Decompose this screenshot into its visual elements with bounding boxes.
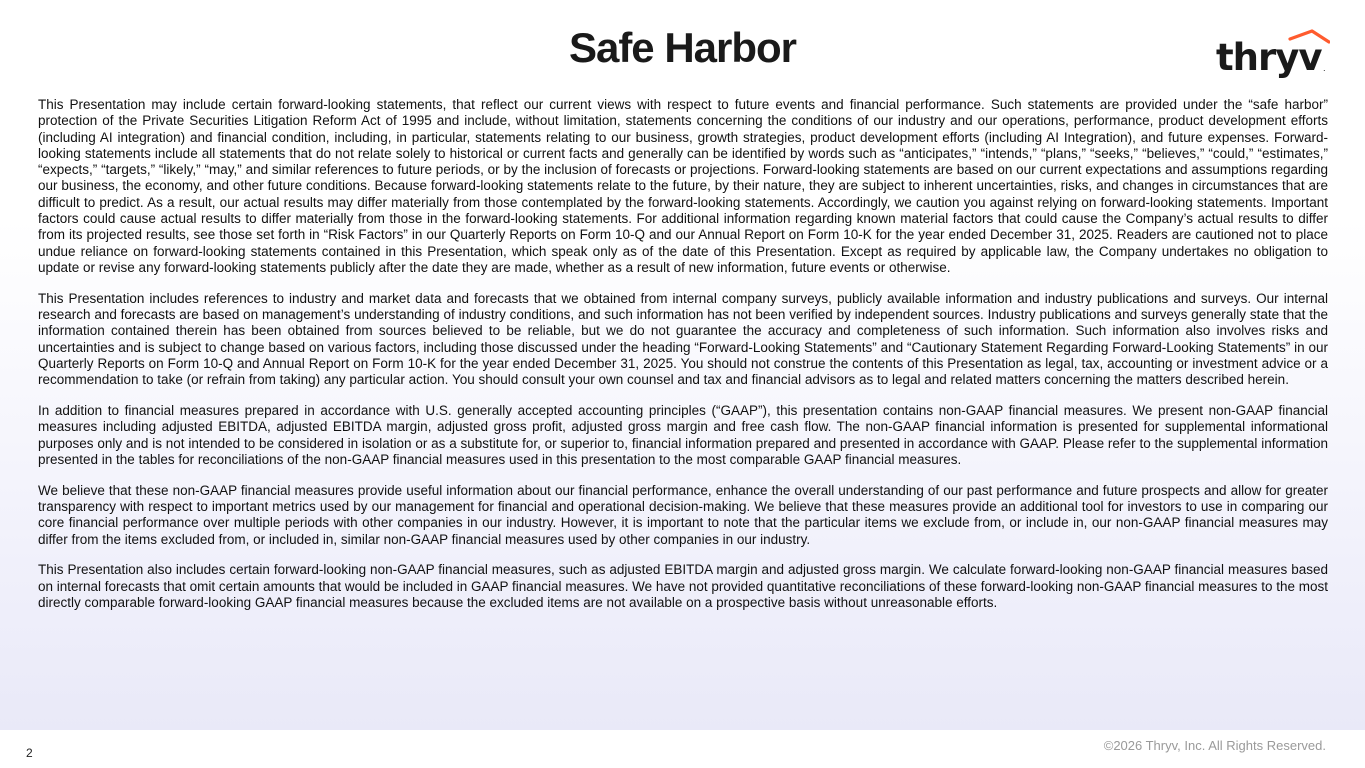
page-number: 2 <box>26 746 33 760</box>
paragraph-forward-looking: This Presentation may include certain forward-looking statements, that reflect our current views with respect to future events and financial performance. Such statements are provided under the “safe harbor” protection of the Private Securities Litigation Reform Act of 1995 and include, without limitation, statements concerning the conditions of our industry and our operations, performance, product development efforts (including AI integration) and financial condition, including, in particular, statements relating to our business, growth strategies, product development efforts (including AI Integration), and future expenses. Forward-looking statements include all statements that do not relate solely to historical or current facts and generally can be identified by words such as “anticipates,” “intends,” “plans,” “seeks,” “believes,” “could,” “estimates,” “expects,” “targets,” “likely,” “may,” and similar references to future periods, or by the inclusion of forecasts or projections. Forward-looking statements are based on our current expectations and assumptions regarding our business, the economy, and other future conditions. Because forward-looking statements relate to the future, by their nature, they are subject to inherent uncertainties, risks, and changes in circumstances that are difficult to predict. As a result, our actual results may differ materially from those contemplated by the forward-looking statements. Accordingly, we caution you against relying on forward-looking statements. Important factors could cause actual results to differ materially from those in the forward-looking statements. For additional information regarding known material factors that could cause the Company’s actual results to differ from its projected results, see those set forth in “Risk Factors” in our Quarterly Reports on Form 10-Q and our Annual Report on Form 10-K for the year ended December 31, 2025. Readers are cautioned not to place undue reliance on forward-looking statements contained in this Presentation, which speak only as of the date of this Presentation. Except as required by applicable law, the Company undertakes no obligation to update or revise any forward-looking statements publicly after the date they are made, whether as a result of new information, future events or otherwise. <box>38 97 1328 275</box>
paragraph-non-gaap-usefulness: We believe that these non-GAAP financial measures provide useful information about our financial performance, enhance the overall understanding of our past performance and future prospects and allow for greater transparency with respect to important metrics used by our management for financial and operational decision-making. We believe that these measures provide an additional tool for investors to use in comparing our core financial performance over multiple periods with other companies in our industry. However, it is important to note that the particular items we exclude from, or include in, our non-GAAP financial measures may differ from the items excluded from, or included in, similar non-GAAP financial measures used by other companies in our industry. <box>38 482 1328 547</box>
copyright-notice: ©2026 Thryv, Inc. All Rights Reserved. <box>1103 738 1326 753</box>
logo-registered-mark: . <box>1323 64 1326 73</box>
slide-title: Safe Harbor <box>568 24 797 71</box>
paragraph-forward-looking-non-gaap: This Presentation also includes certain forward-looking non-GAAP financial measures, such as adjusted EBITDA margin and adjusted gross margin. We calculate forward-looking non-GAAP financial measures based on internal forecasts that omit certain amounts that would be included in GAAP financial measures. We have not provided quantitative reconciliations of these forward-looking non-GAAP financial measures to the most directly comparable forward-looking GAAP financial measures because the excluded items are not available on a prospective basis without unreasonable efforts. <box>38 562 1328 611</box>
paragraph-market-data: This Presentation includes references to industry and market data and forecasts that we obtained from internal company surveys, publicly available information and industry publications and surveys. Our internal research and forecasts are based on management’s understanding of industry conditions, and such information has not been verified by independent sources. Industry publications and surveys generally state that the information contained therein has been obtained from sources believed to be reliable, but we do not guarantee the accuracy and completeness of such information. Such information also involves risks and uncertainties and is subject to change based on various factors, including those discussed under the heading “Forward-Looking Statements” and “Cautionary Statement Regarding Forward-Looking Statements” in our Quarterly Reports on Form 10-Q and Annual Report on Form 10-K for the year ended December 31, 2025. You should not construe the contents of this Presentation as legal, tax, accounting or investment advice or a recommendation to take (or refrain from taking) any particular action. You should consult your own counsel and tax and financial advisors as to legal and related matters concerning the matters described herein. <box>38 290 1328 388</box>
thryv-logo <box>1212 28 1330 80</box>
paragraph-non-gaap-measures: In addition to financial measures prepared in accordance with U.S. generally accepted accounting principles (“GAAP”), this presentation contains non-GAAP financial measures. We present non-GAAP financial measures including adjusted EBITDA, adjusted EBITDA margin, adjusted gross profit, adjusted gross margin and free cash flow. The non-GAAP financial information is presented for supplemental informational purposes only and is not intended to be considered in isolation or as a substitute for, or superior to, financial information prepared and presented in accordance with GAAP. Please refer to the supplemental information presented in the tables for reconciliations of the non-GAAP financial measures used in this presentation to the most comparable GAAP financial measures. <box>38 403 1328 467</box>
disclaimer-body <box>38 97 1328 626</box>
logo-wordmark: thryv <box>1216 36 1322 79</box>
